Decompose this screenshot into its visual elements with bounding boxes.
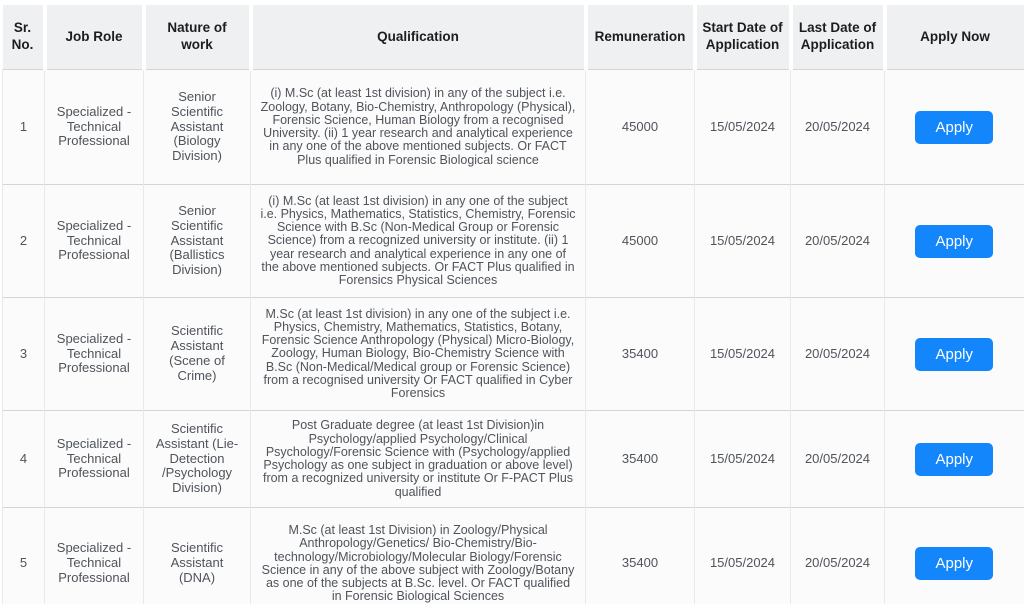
table-row	[3, 70, 1024, 185]
table-row	[3, 508, 1024, 604]
cell-sr-no: 4	[3, 411, 45, 508]
cell-qualification: Post Graduate degree (at least 1st Division)in Psychology/applied Psychology/Clinical Psychology/Forensic Science with (Psychology/applied Psychology as one subject in graduation or above level) from a recognized university or institute Or F-PACT Plus qualified	[251, 411, 586, 508]
cell-job-role: Specialized - Technical Professional	[45, 508, 144, 604]
apply-button[interactable]: Apply	[915, 111, 993, 144]
apply-button[interactable]: Apply	[915, 547, 993, 580]
cell-nature-of-work: Scientific Assistant (Lie-Detection /Psychology Division)	[144, 411, 251, 508]
cell-apply-now	[885, 508, 1024, 604]
cell-sr-no: 3	[3, 298, 45, 411]
cell-nature-of-work: Scientific Assistant (DNA)	[144, 508, 251, 604]
cell-remuneration: 35400	[586, 411, 695, 508]
column-header-last-date: Last Date of Application	[791, 5, 885, 70]
cell-apply-now	[885, 411, 1024, 508]
cell-job-role: Specialized - Technical Professional	[45, 298, 144, 411]
cell-last-date: 20/05/2024	[791, 508, 885, 604]
cell-nature-of-work: Senior Scientific Assistant (Biology Division)	[144, 70, 251, 185]
table-row	[3, 185, 1024, 298]
cell-qualification: M.Sc (at least 1st Division) in Zoology/Physical Anthropology/Genetics/ Bio-Chemistry/Bio-technology/Microbiology/Molecular Biology/Forensic Science in any of the above subject with Zoology/Botany as one of the subjects at B.Sc. level. Or FACT qualified in Forensic Biological Sciences	[251, 508, 586, 604]
cell-sr-no: 5	[3, 508, 45, 604]
cell-apply-now	[885, 185, 1024, 298]
table-row	[3, 411, 1024, 508]
cell-sr-no: 2	[3, 185, 45, 298]
table-row	[3, 298, 1024, 411]
apply-button[interactable]: Apply	[915, 338, 993, 371]
table-body	[3, 70, 1024, 604]
cell-last-date: 20/05/2024	[791, 70, 885, 185]
cell-nature-of-work: Senior Scientific Assistant (Ballistics Division)	[144, 185, 251, 298]
column-header-start-date: Start Date of Application	[695, 5, 791, 70]
cell-last-date: 20/05/2024	[791, 185, 885, 298]
cell-job-role: Specialized - Technical Professional	[45, 411, 144, 508]
cell-start-date: 15/05/2024	[695, 70, 791, 185]
cell-start-date: 15/05/2024	[695, 185, 791, 298]
column-header-nature-of-work: Nature of work	[144, 5, 251, 70]
column-header-apply-now: Apply Now	[885, 5, 1024, 70]
cell-qualification: M.Sc (at least 1st division) in any one of the subject i.e. Physics, Chemistry, Mathematics, Statistics, Botany, Forensic Science Anthropology (Physical) Micro-Biology, Zoology, Human Biology, Bio-Chemistry Science with B.Sc (Non-Medical/Medical group or Forensic Science) from a recognised university Or FACT qualified in Cyber Forensics	[251, 298, 586, 411]
column-header-remuneration: Remuneration	[586, 5, 695, 70]
cell-remuneration: 45000	[586, 185, 695, 298]
cell-apply-now	[885, 298, 1024, 411]
column-header-sr-no: Sr. No.	[3, 5, 45, 70]
cell-last-date: 20/05/2024	[791, 411, 885, 508]
cell-last-date: 20/05/2024	[791, 298, 885, 411]
cell-qualification: (i) M.Sc (at least 1st division) in any one of the subject i.e. Physics, Mathematics, Statistics, Chemistry, Forensic Science with B.Sc (Non-Medical Group or Forensic Science) from a recognized university or institute. (ii) 1 year research and analytical experience in any one of the above mentioned subjects. Or FACT Plus qualified in Forensics Physical Sciences	[251, 185, 586, 298]
column-header-qualification: Qualification	[251, 5, 586, 70]
table-header-row	[3, 5, 1024, 70]
apply-button[interactable]: Apply	[915, 443, 993, 476]
cell-start-date: 15/05/2024	[695, 508, 791, 604]
cell-remuneration: 35400	[586, 508, 695, 604]
table-header	[3, 5, 1024, 70]
apply-button[interactable]: Apply	[915, 225, 993, 258]
jobs-table	[2, 5, 1024, 604]
cell-remuneration: 35400	[586, 298, 695, 411]
cell-start-date: 15/05/2024	[695, 298, 791, 411]
cell-remuneration: 45000	[586, 70, 695, 185]
column-header-job-role: Job Role	[45, 5, 144, 70]
cell-start-date: 15/05/2024	[695, 411, 791, 508]
cell-qualification: (i) M.Sc (at least 1st division) in any of the subject i.e. Zoology, Botany, Bio-Chemistry, Anthropology (Physical), Forensic Science, Human Biology from a recognised University. (ii) 1 year research and analytical experience in any one of the above mentioned subjects. Or FACT Plus qualified in Forensic Biological science	[251, 70, 586, 185]
cell-apply-now	[885, 70, 1024, 185]
cell-sr-no: 1	[3, 70, 45, 185]
cell-job-role: Specialized - Technical Professional	[45, 70, 144, 185]
cell-job-role: Specialized - Technical Professional	[45, 185, 144, 298]
cell-nature-of-work: Scientific Assistant (Scene of Crime)	[144, 298, 251, 411]
